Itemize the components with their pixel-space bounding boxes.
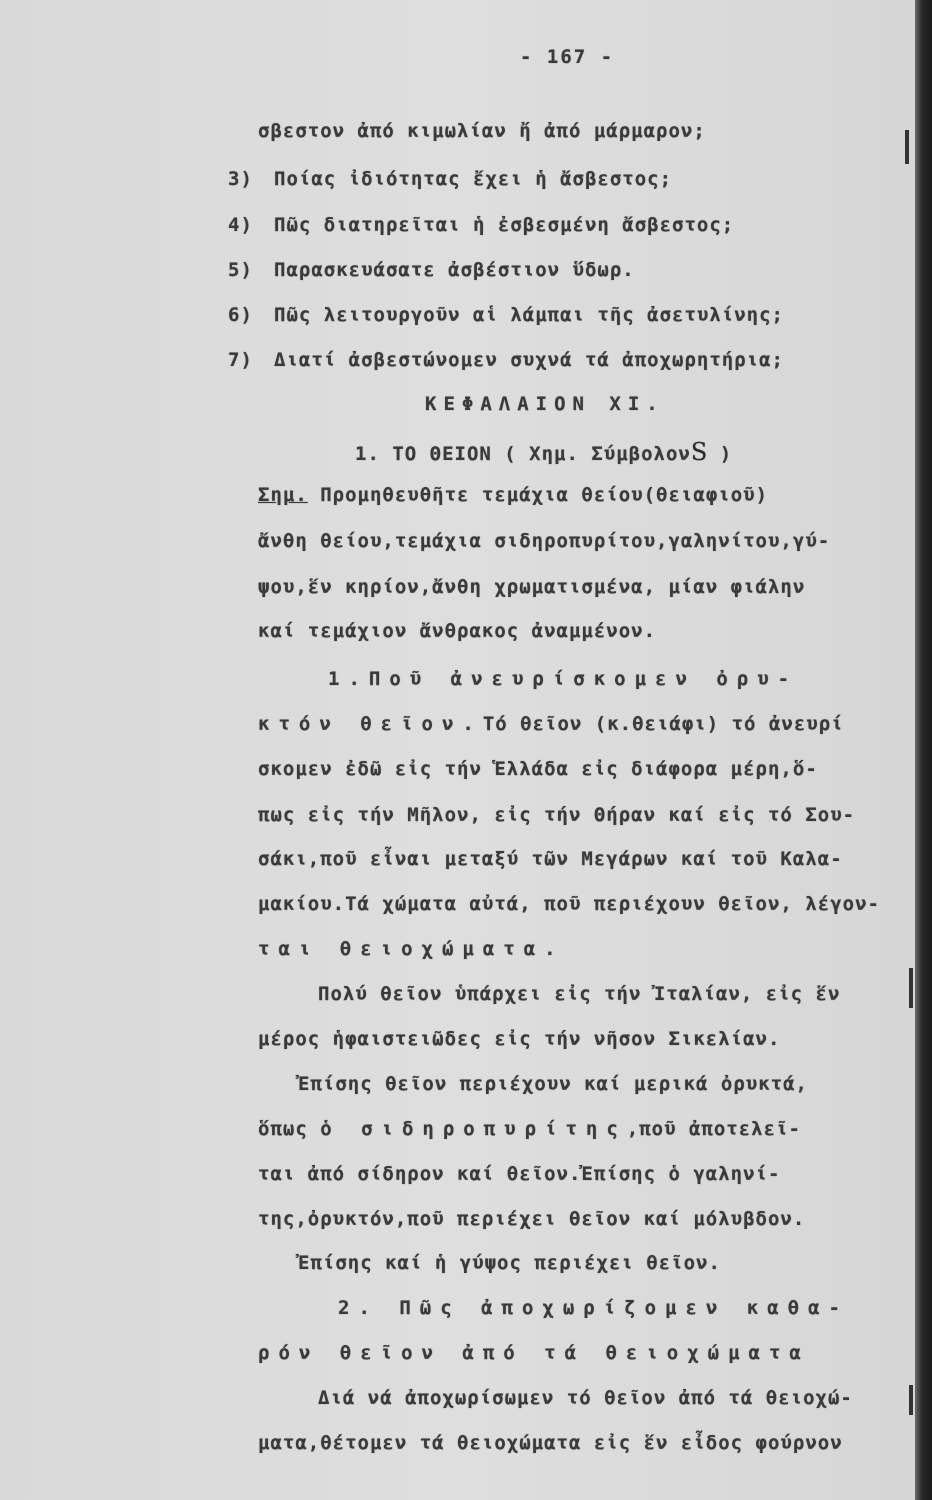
text-line: Διά νά ἀποχωρίσωμεν τό θεῖον ἀπό τά θειοχώ- xyxy=(318,1387,853,1409)
line-prefix: ὅπως xyxy=(258,1118,321,1140)
question-line xyxy=(228,304,784,326)
line-suffix: ,ποῦ ἀποτελεῖ- xyxy=(626,1118,801,1140)
note-label: Σημ. xyxy=(258,484,308,506)
page-number: - 167 - xyxy=(520,46,615,68)
text-line xyxy=(258,713,844,735)
subsection-heading-cont: ρόν θεῖον ἀπό τά θειοχώματα xyxy=(258,1342,810,1364)
text-line: μέρος ἡφαιστειῶδες εἰς τήν νῆσον Σικελίαν. xyxy=(258,1028,781,1050)
text-line: ται θειοχώματα. xyxy=(258,938,565,960)
text-line: της,ὀρυκτόν,ποῦ περιέχει θεῖον καί μόλυβδον. xyxy=(258,1208,806,1230)
line-text: Τό θεῖον (κ.θειάφι) τό ἀνευρί xyxy=(482,713,844,735)
text-line: Ἐπίσης θεῖον περιέχουν καί μερικά ὀρυκτά, xyxy=(298,1073,808,1095)
question-text: Πῶς λειτουργοῦν αἱ λάμπαι τῆς ἀσετυλίνης; xyxy=(274,304,784,326)
subsection-heading-cont: κτόν θεῖον. xyxy=(258,713,483,735)
text-line: σκομεν ἐδῶ εἰς τήν Ἑλλάδα εἰς διάφορα μέρη,ὅ- xyxy=(258,758,818,780)
text-line: Πολύ θεῖον ὑπάρχει εἰς τήν Ἰταλίαν, εἰς ἕν xyxy=(318,983,841,1005)
question-text: Παρασκευάσατε ἀσβέστιον ὕδωρ. xyxy=(274,259,635,281)
section-heading xyxy=(355,438,732,466)
text-line: σβεστον ἀπό κιμωλίαν ἤ ἀπό μάρμαρον; xyxy=(258,120,706,142)
question-number: 3) xyxy=(228,168,253,190)
text-line: ται ἀπό σίδηρον καί θεῖον.Ἐπίσης ὁ γαληνί- xyxy=(258,1163,781,1185)
binding-edge xyxy=(915,0,932,1500)
text-line: ἄνθη θείου,τεμάχια σιδηροπυρίτου,γαληνίτου,γύ- xyxy=(258,530,831,552)
question-number: 6) xyxy=(228,304,253,326)
question-number: 4) xyxy=(228,214,253,236)
text-line: ματα,θέτομεν τά θειοχώματα εἰς ἕν εἶδος φούρνον xyxy=(258,1432,843,1454)
question-line xyxy=(228,259,635,281)
subsection-heading: 1.Ποῦ ἀνευρίσκομεν ὀρυ- xyxy=(328,668,799,690)
margin-mark xyxy=(909,968,913,1008)
spaced-term: ὁ σιδηροπυρίτης xyxy=(320,1118,627,1140)
question-number: 5) xyxy=(228,259,253,281)
question-text: Πῶς διατηρεῖται ἡ ἐσβεσμένη ἄσβεστος; xyxy=(274,214,735,236)
question-line xyxy=(228,214,734,236)
question-line xyxy=(228,349,784,371)
section-title-end: ) xyxy=(707,443,733,465)
handwritten-symbol: S xyxy=(690,438,708,466)
note-text: Προμηθευθῆτε τεμάχια θείου(θειαφιοῦ) xyxy=(307,484,769,506)
text-line: καί τεμάχιον ἄνθρακος ἀναμμένον. xyxy=(258,620,657,642)
text-line: πως εἰς τήν Μῆλον, εἰς τήν Θήραν καί εἰς τό Σου- xyxy=(258,804,856,826)
question-line xyxy=(228,168,672,190)
margin-mark xyxy=(909,1385,913,1415)
chapter-heading: ΚΕΦΑΛΑΙΟΝ ΧΙ. xyxy=(425,393,665,415)
text-line: σάκι,ποῦ εἶναι μεταξύ τῶν Μεγάρων καί τοῦ Καλα- xyxy=(258,848,843,870)
note-line xyxy=(258,484,768,506)
question-text: Διατί ἀσβεστώνομεν συχνά τά ἀποχωρητήρια; xyxy=(274,349,784,371)
section-title: 1. ΤΟ ΘΕΙΟΝ ( Χημ. Σύμβολον xyxy=(355,443,691,465)
question-text: Ποίας ἰδιότητας ἔχει ἡ ἄσβεστος; xyxy=(274,168,673,190)
question-number: 7) xyxy=(228,349,253,371)
text-line xyxy=(258,1118,801,1140)
subsection-heading: 2. Πῶς ἀποχωρίζομεν καθα- xyxy=(338,1297,849,1319)
text-line: μακίου.Τά χώματα αὐτά, ποῦ περιέχουν θεῖον, λέγον- xyxy=(258,893,880,915)
text-line: ψου,ἕν κηρίον,ἄνθη χρωματισμένα, μίαν φιάλην xyxy=(258,576,806,598)
margin-mark xyxy=(905,130,909,164)
text-line: Ἐπίσης καί ἡ γύψος περιέχει θεῖον. xyxy=(298,1252,721,1274)
